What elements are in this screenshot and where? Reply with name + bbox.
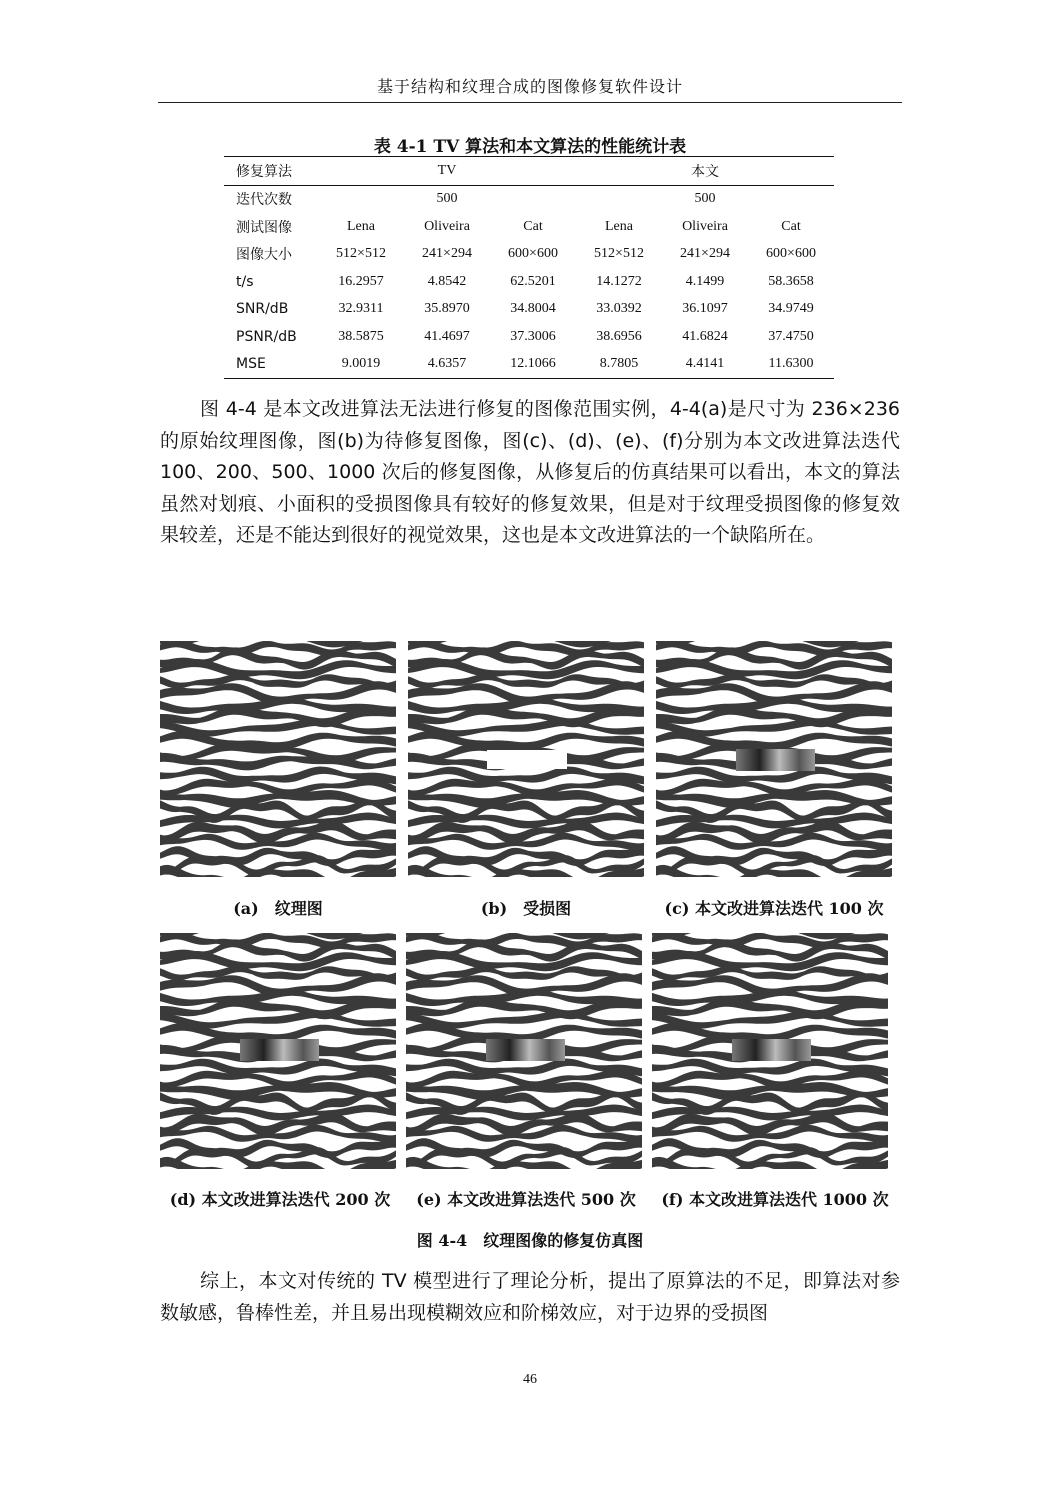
texture-image	[656, 641, 892, 877]
figure-c-iter-100	[656, 641, 892, 877]
iterations-ours: 500	[694, 191, 716, 207]
table-cell: Oliveira	[682, 218, 728, 234]
table-row	[224, 213, 834, 241]
paragraph-figure-description: 图 4-4 是本文改进算法无法进行修复的图像范围实例，4-4(a)是尺寸为 236×236 的原始纹理图像，图(b)为待修复图像，图(c)、(d)、(e)、(f)分别为本文改进算法迭代 100、200、500、1000 次后的修复图像，从修复后的仿真结果可以看出，本文的算法虽然对划痕、小面积的受损图像具有较好的修复效果，但是对于纹理受损图像的修复效果较差，还是不能达到很好的视觉效果，这也是本文改进算法的一个缺陷所在。	[160, 398, 900, 546]
table-cell: 36.1097	[682, 301, 728, 317]
table-cell: 12.1066	[490, 351, 576, 379]
figure-e-iter-500	[406, 933, 642, 1169]
row-label: PSNR/dB	[236, 328, 297, 345]
table-row	[224, 241, 834, 269]
table-caption: 表 4-1 TV 算法和本文算法的性能统计表	[373, 137, 687, 157]
running-header-title: 基于结构和纹理合成的图像修复软件设计	[376, 77, 683, 96]
table-cell: 41.6824	[682, 328, 728, 344]
table-cell: 34.9749	[768, 301, 814, 317]
row-label: MSE	[224, 351, 318, 379]
row-label: 图像大小	[236, 247, 292, 264]
subcaption-e: (e) 本文改进算法迭代 500 次	[416, 1190, 636, 1209]
table-cell: 58.3658	[768, 273, 814, 289]
group-header-ours: 本文	[576, 157, 834, 186]
repaired-region	[240, 1039, 319, 1061]
texture-image	[160, 641, 396, 877]
row-label: SNR/dB	[236, 301, 289, 318]
row-label: 修复算法	[224, 157, 318, 186]
table-cell: 600×600	[766, 246, 816, 262]
table-cell: Cat	[781, 218, 801, 234]
subcaption-d: (d) 本文改进算法迭代 200 次	[169, 1190, 391, 1209]
group-header-tv: TV	[318, 157, 576, 186]
table-cell: 35.8970	[424, 301, 470, 317]
table-cell: 8.7805	[576, 351, 662, 379]
figure-f-iter-1000	[652, 933, 888, 1169]
table-cell: 37.4750	[768, 328, 814, 344]
row-label: 测试图像	[236, 219, 292, 236]
table-cell: 37.3006	[510, 328, 556, 344]
texture-image	[160, 933, 396, 1169]
table-cell: 9.0019	[318, 351, 404, 379]
repaired-region	[486, 1039, 565, 1061]
table-cell: 41.4697	[424, 328, 470, 344]
running-header	[158, 74, 902, 103]
paragraph-summary: 综上，本文对传统的 TV 模型进行了理论分析，提出了原算法的不足，即算法对参数敏感，鲁棒性差，并且易出现模糊效应和阶梯效应，对于边界的受损图	[160, 1270, 900, 1324]
table-cell: 11.6300	[748, 351, 834, 379]
texture-image	[652, 933, 888, 1169]
table-row	[224, 351, 834, 379]
table-cell: 512×512	[336, 246, 386, 262]
subcaption-a: (a) 纹理图	[233, 899, 323, 918]
table-cell: 33.0392	[596, 301, 642, 317]
table-cell: 600×600	[508, 246, 558, 262]
table-cell: 512×512	[594, 246, 644, 262]
table-cell: 241×294	[680, 246, 730, 262]
damaged-region	[487, 750, 567, 769]
texture-image	[406, 933, 642, 1169]
texture-image	[408, 641, 644, 877]
table-cell: 14.1272	[596, 273, 642, 289]
table-cell: Lena	[605, 218, 633, 234]
repaired-region	[732, 1039, 811, 1061]
subcaption-f: (f) 本文改进算法迭代 1000 次	[661, 1190, 889, 1209]
figure-a-texture	[160, 641, 396, 877]
row-label: 迭代次数	[236, 192, 292, 209]
subcaption-b: (b) 受损图	[480, 899, 572, 918]
row-label: t/s	[236, 273, 254, 290]
table-cell: 38.6956	[596, 328, 642, 344]
table-cell: 4.4141	[662, 351, 748, 379]
table-body	[224, 213, 834, 379]
table-row-algorithm	[224, 157, 834, 186]
table-row	[224, 323, 834, 351]
table-cell: 241×294	[422, 246, 472, 262]
figure-caption: 图 4-4 纹理图像的修复仿真图	[416, 1231, 644, 1250]
table-cell: 62.5201	[510, 273, 556, 289]
table-row	[224, 268, 834, 296]
performance-table	[224, 156, 834, 379]
table-cell: 16.2957	[338, 273, 384, 289]
subcaption-c: (c) 本文改进算法迭代 100 次	[664, 899, 884, 918]
table-cell: 34.8004	[510, 301, 556, 317]
repaired-region	[736, 749, 815, 771]
table-cell: 38.5875	[338, 328, 384, 344]
table-row-iterations	[224, 185, 834, 213]
figure-b-damaged	[408, 641, 644, 877]
table-row	[224, 296, 834, 324]
table-cell: 4.1499	[685, 273, 725, 289]
iterations-tv: 500	[436, 191, 458, 207]
table-cell: 4.8542	[427, 273, 467, 289]
table-cell: Oliveira	[424, 218, 470, 234]
table-cell: Lena	[347, 218, 375, 234]
table-cell: 4.6357	[404, 351, 490, 379]
table-cell: Cat	[523, 218, 543, 234]
figure-d-iter-200	[160, 933, 396, 1169]
page-number: 46	[523, 1372, 537, 1387]
table-cell: 32.9311	[338, 301, 384, 317]
